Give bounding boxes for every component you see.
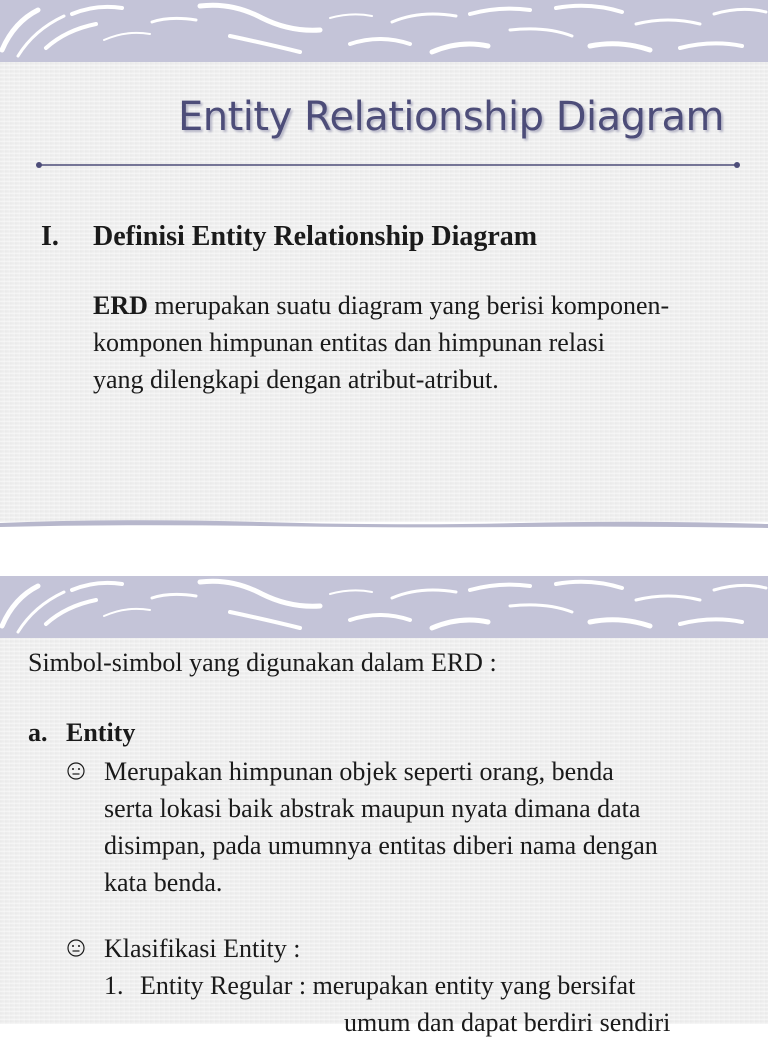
subsection-letter: a.: [28, 718, 48, 747]
section-number: I.: [41, 221, 59, 252]
decorative-banner: [0, 576, 768, 638]
title-underline: [34, 159, 742, 171]
classification-label: Klasifikasi Entity :: [104, 934, 301, 963]
bullet-line: kata benda.: [104, 868, 223, 897]
slide-divider: [0, 514, 768, 532]
numbered-item: [104, 967, 764, 1041]
section-heading: [41, 221, 537, 253]
bullet-text: [104, 930, 764, 1041]
item-number: 1.: [104, 971, 124, 1000]
section-title: Definisi Entity Relationship Diagram: [93, 221, 538, 252]
definition-line: komponen himpunan entitas dan himpunan relasi: [93, 328, 605, 357]
erd-definition: [93, 287, 765, 398]
page-title: Entity Relationship Diagram: [178, 94, 724, 140]
bullet-entity-classification: [64, 930, 764, 1041]
bullet-line: serta lokasi baik abstrak maupun nyata dimana data: [104, 794, 641, 823]
bullet-entity-definition: [64, 753, 754, 901]
definition-line: yang dilengkapi dengan atribut-atribut.: [93, 365, 499, 394]
item-text: Entity Regular : merupakan entity yang bersifat: [140, 971, 636, 1000]
decorative-banner: [0, 0, 768, 62]
bullet-line: disimpan, pada umumnya entitas diberi nama dengan: [104, 831, 658, 860]
entity-heading: [28, 718, 135, 748]
smiley-icon: [64, 759, 88, 783]
definition-line: merupakan suatu diagram yang berisi komponen-: [154, 291, 670, 320]
bullet-line: Merupakan himpunan objek seperti orang, benda: [104, 757, 614, 786]
item-continuation: umum dan dapat berdiri sendiri: [344, 1008, 671, 1037]
smiley-icon: [64, 936, 88, 960]
subsection-title: Entity: [66, 718, 136, 747]
bullet-text: [104, 753, 754, 901]
symbols-intro: Simbol-simbol yang digunakan dalam ERD :: [28, 648, 497, 677]
erd-term: ERD: [93, 291, 148, 320]
